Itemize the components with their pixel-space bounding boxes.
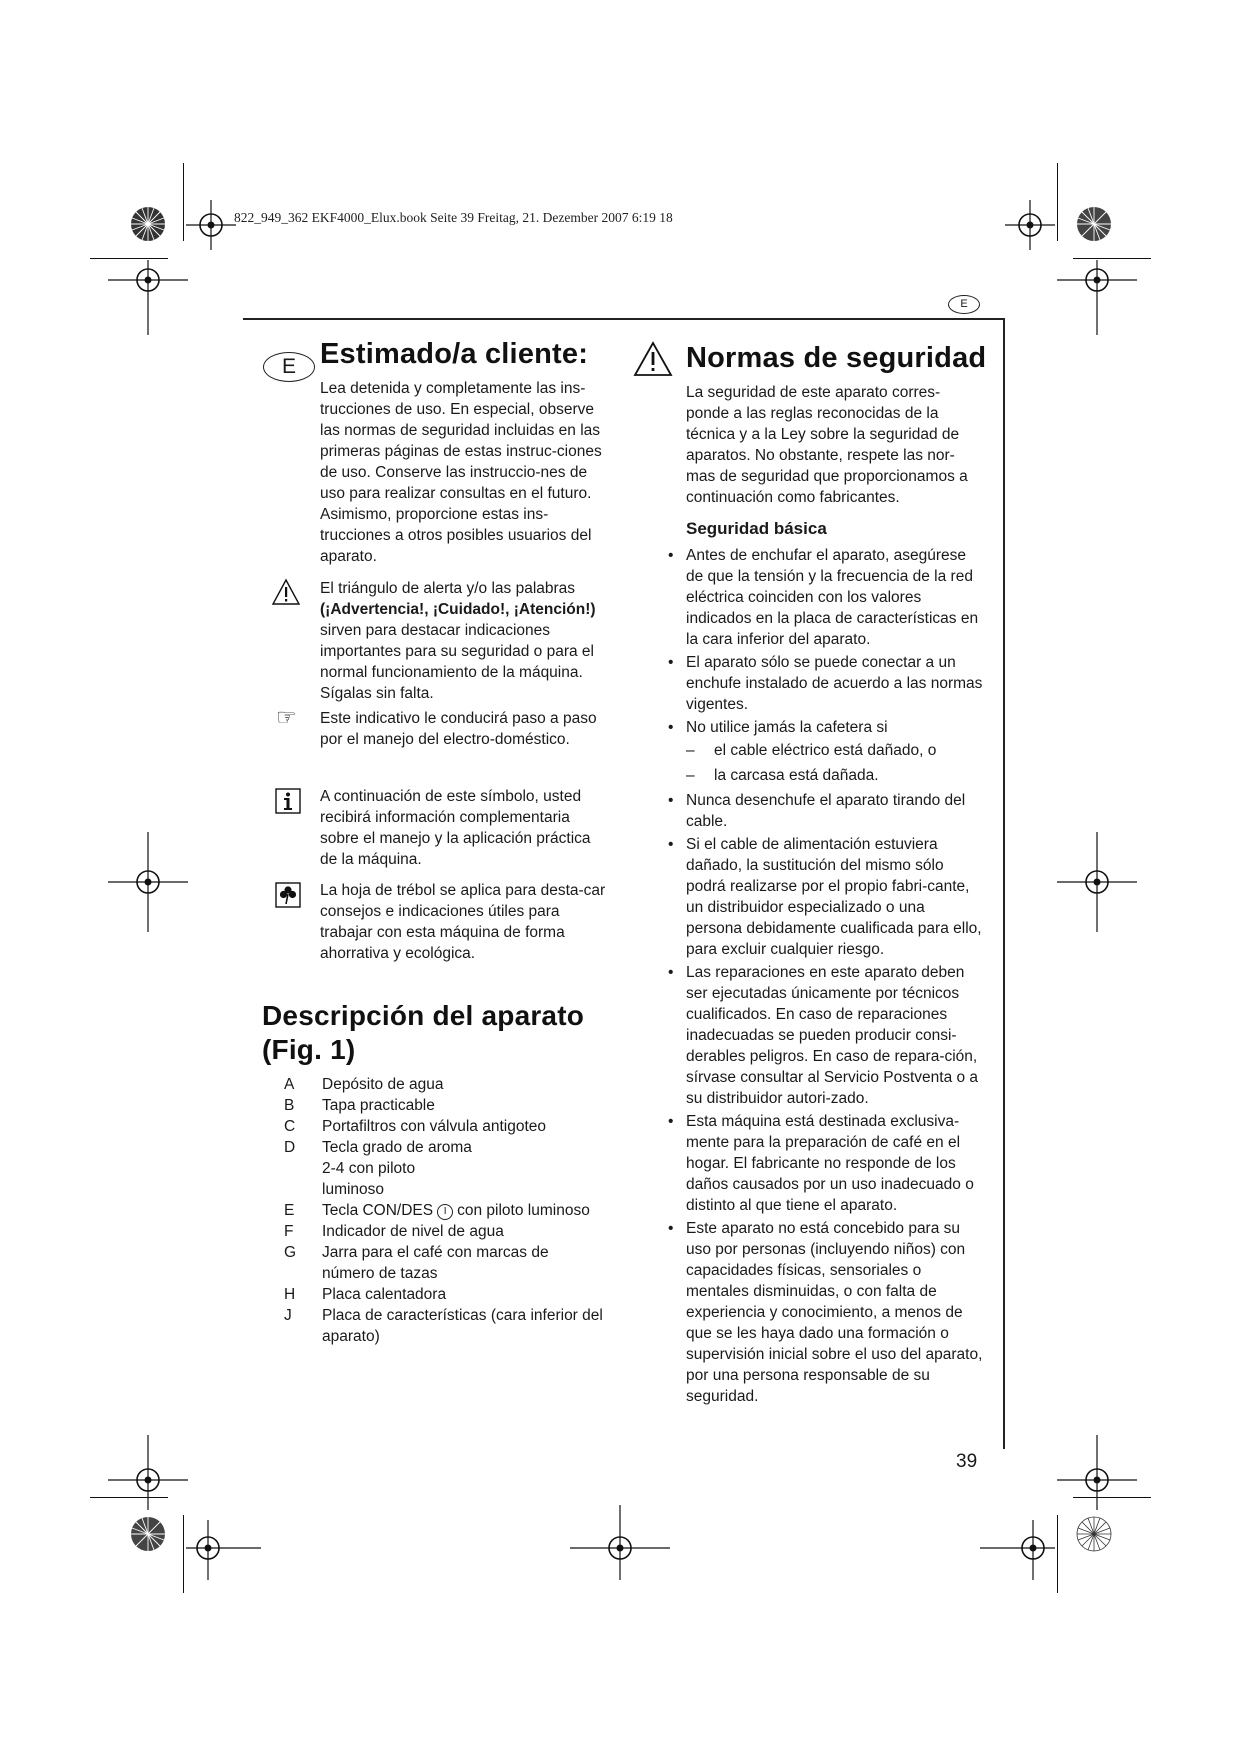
- starburst-mark-icon: [130, 1516, 166, 1552]
- starburst-mark-icon: [1076, 1516, 1112, 1552]
- symbol-warning-text: El triángulo de alerta y/o las palabras (¡Advertencia!, ¡Cuidado!, ¡Atención!) sirven para destacar indicaciones importantes para su seguridad o para el normal funcionamiento de la máquina. Sígalas sin falta.: [320, 580, 596, 702]
- warning-triangle-icon: [271, 578, 301, 606]
- symbol-info-text: A continuación de este símbolo, usted recibirá información complementaria sobre el manejo y la aplicación práctica de la máquina.: [320, 788, 591, 868]
- power-symbol-icon: I: [437, 1204, 453, 1220]
- sub-list-item: – el cable eléctrico está dañado, o: [686, 742, 937, 759]
- registration-mark-icon: [186, 1520, 261, 1580]
- registration-mark-icon: [108, 260, 188, 340]
- print-info-line: 822_949_362 EKF4000_Elux.book Seite 39 Freitag, 21. Dezember 2007 6:19 18: [234, 210, 673, 225]
- sub-list: [668, 740, 983, 786]
- registration-mark-icon: [570, 1505, 670, 1580]
- right-rule: [1003, 318, 1005, 1449]
- welcome-title: Estimado/a cliente:: [320, 338, 589, 370]
- list-item: • Las reparaciones en este aparato deben ser ejecutadas únicamente por técnicos cualificados. En caso de reparaciones inadecuadas se pueden producir consi-derables peligros. En caso de repara-ción, sírvase consultar al Servicio Postventa o a su distribuidor autori-zado.: [668, 964, 979, 1107]
- registration-mark-icon: [980, 1520, 1055, 1580]
- list-item: • Si el cable de alimentación estuviera dañado, la sustitución del mismo sólo podrá realizarse por el propio fabri-cante, un distribuidor especializado o una persona debidamente cualificada para ello, para excluir cualquier riesgo.: [668, 836, 982, 958]
- warning-triangle-icon: [633, 341, 673, 377]
- list-item: • No utilice jamás la cafetera si: [668, 719, 888, 736]
- registration-mark-icon: [108, 832, 188, 932]
- registration-mark-icon: [1057, 260, 1137, 340]
- safety-intro: La seguridad de este aparato corres-ponde a las reglas reconocidas de la técnica y a la Ley sobre la seguridad de aparatos. No obstante, respete las nor-mas de seguridad que proporcionamos a continuación como fabricantes.: [686, 384, 968, 506]
- section-language-badge: E: [263, 352, 315, 382]
- registration-mark-icon: [1057, 832, 1137, 932]
- description-title: Descripción del aparato (Fig. 1): [262, 1000, 585, 1065]
- list-item: • Antes de enchufar el aparato, asegúrese de que la tensión y la frecuencia de la red eléctrica coinciden con los valores indicados en la placa de características en la cara inferior del aparato.: [668, 547, 979, 648]
- legend-item: C Portafiltros con válvula antigoteo: [284, 1118, 547, 1135]
- list-item: • Este aparato no está concebido para su uso por personas (incluyendo niños) con capacidades físicas, sensoriales o mentales disminuidas, o con falta de experiencia y conocimiento, a menos de que se les haya dado una formación o supervisión inicial sobre el uso del aparato, por una persona responsable de su seguridad.: [668, 1220, 983, 1405]
- legend-item: G Jarra para el café con marcas de número de tazas: [284, 1244, 549, 1282]
- legend-item: B Tapa practicable: [284, 1097, 435, 1114]
- registration-mark-icon: [186, 200, 236, 250]
- clover-leaf-icon: [275, 882, 301, 908]
- legend-item: H Placa calentadora: [284, 1286, 447, 1303]
- symbol-step-text: Este indicativo le conducirá paso a paso por el manejo del electro-doméstico.: [320, 710, 597, 748]
- list-item: • El aparato sólo se puede conectar a un enchufe instalado de acuerdo a las normas vigentes.: [668, 654, 983, 713]
- starburst-mark-icon: [1076, 206, 1112, 242]
- safety-bullet-list: [668, 545, 983, 1409]
- safety-title: Normas de seguridad: [686, 342, 987, 374]
- info-icon: [275, 788, 301, 814]
- legend-item: A Depósito de agua: [284, 1076, 444, 1093]
- list-item: • Esta máquina está destinada exclusiva-mente para la preparación de café en el hogar. El fabricante no responde de los daños causados por un uso inadecuado o distinto al que tiene el aparato.: [668, 1113, 974, 1214]
- list-item: • Nunca desenchufe el aparato tirando del cable.: [668, 792, 966, 830]
- pointing-hand-icon: ☞: [276, 705, 297, 731]
- language-badge: E: [948, 295, 980, 314]
- legend-item: E Tecla CON/DES I con piloto luminoso: [284, 1202, 590, 1219]
- registration-mark-icon: [1005, 200, 1055, 250]
- starburst-mark-icon: [130, 206, 166, 242]
- sub-list-item: – la carcasa está dañada.: [686, 767, 879, 784]
- legend-item: J Placa de características (cara inferior del aparato): [284, 1307, 603, 1345]
- legend-item: D Tecla grado de aroma 2-4 con piloto luminoso: [284, 1139, 472, 1198]
- top-rule: [243, 318, 1004, 320]
- symbol-clover-text: La hoja de trébol se aplica para desta-car consejos e indicaciones útiles para trabajar con esta máquina de forma ahorrativa y ecológica.: [320, 882, 606, 962]
- registration-mark-icon: [108, 1430, 188, 1510]
- page-number: 39: [956, 1451, 978, 1472]
- part-legend: [282, 1074, 652, 1347]
- welcome-paragraph: Lea detenida y completamente las ins-trucciones de uso. En especial, observe las normas de seguridad incluidas en las primeras páginas de estas instruc-ciones de uso. Conserve las instruccio-nes de uso para realizar consultas en el futuro. Asimismo, proporcione estas ins-trucciones a otros posibles usuarios del aparato.: [320, 380, 602, 565]
- registration-mark-icon: [1057, 1430, 1137, 1510]
- basic-safety-subhead: Seguridad básica: [686, 519, 827, 538]
- legend-item: F Indicador de nivel de agua: [284, 1223, 504, 1240]
